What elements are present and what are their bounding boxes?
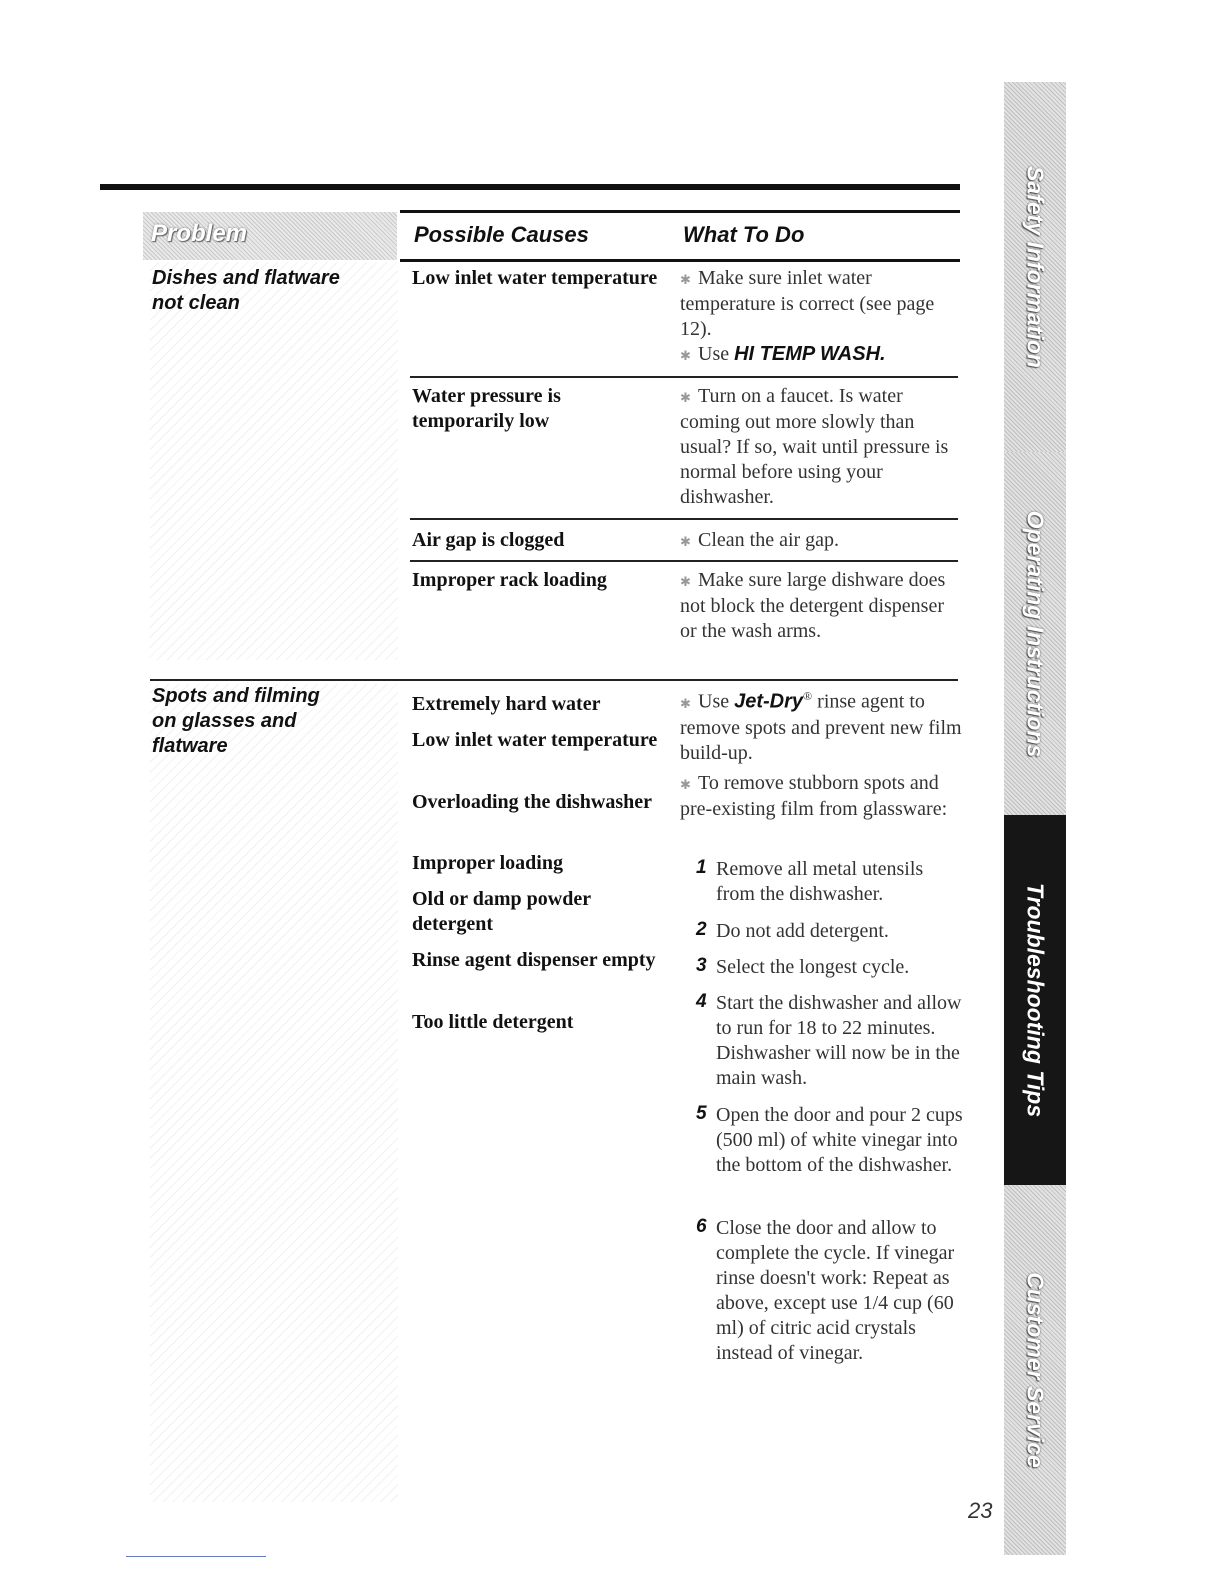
cause-overloading: Overloading the dishwasher	[412, 791, 653, 813]
section-divider	[150, 679, 958, 681]
row-divider	[410, 518, 958, 520]
todo-remove-stubborn-spots: ✱ To remove stubborn spots and pre-existing film from glassware:	[680, 772, 948, 820]
cause-too-little-detergent: Too little detergent	[412, 1011, 574, 1033]
bullet-icon: ✱	[680, 390, 691, 405]
step-4: 4 Start the dishwasher and allow to run for 18 to 22 minutes. Dishwasher will now be in the main wash.	[696, 991, 962, 1089]
step-5: 5 Open the door and pour 2 cups (500 ml) of white vinegar into the bottom of the dishwasher.	[696, 1103, 963, 1176]
top-rule	[100, 184, 960, 190]
causes-header: Possible Causes	[414, 222, 589, 247]
step-1: 1 Remove all metal utensils from the dishwasher.	[696, 857, 924, 905]
tab-customer-service[interactable]: Customer Service	[1004, 1185, 1066, 1555]
bullet-icon: ✱	[680, 695, 691, 711]
problem-header	[143, 212, 397, 260]
problem-label-spots: Spots and filming on glasses and flatware	[152, 685, 320, 757]
bullet-icon: ✱	[680, 777, 691, 792]
cause-low-inlet-temp: Low inlet water temperature	[412, 729, 658, 751]
step-3: 3 Select the longest cycle.	[696, 955, 910, 978]
header-top-rule	[400, 210, 960, 213]
cause-improper-loading: Improper loading	[412, 852, 563, 874]
step-2: 2 Do not add detergent.	[696, 919, 889, 942]
bullet-icon: ✱	[680, 348, 691, 363]
cause-old-detergent: Old or damp powder detergent	[412, 888, 591, 935]
bullet-icon: ✱	[680, 534, 691, 549]
cause-water-pressure-low: Water pressure is temporarily low	[412, 385, 561, 432]
row-divider	[410, 376, 958, 378]
bullet-icon: ✱	[680, 574, 691, 589]
todo-check-dishware: ✱ Make sure large dishware does not block the detergent dispenser or the wash arms.	[680, 569, 946, 642]
todo-clean-air-gap: ✱ Clean the air gap.	[680, 528, 965, 554]
step-6: 6 Close the door and allow to complete the cycle. If vinegar rinse doesn't work: Repeat as above, except use 1/4 cup (60 ml) of citric acid crystals instead of vinegar.	[696, 1216, 955, 1364]
tab-safety-information[interactable]: Safety Information	[1004, 82, 1066, 452]
problem-header-label: Problem	[151, 220, 248, 247]
bullet-icon: ✱	[680, 272, 691, 287]
row-divider	[410, 560, 958, 562]
problem-label-dishes: Dishes and flatware not clean	[152, 267, 340, 314]
cause-rinse-agent-empty: Rinse agent dispenser empty	[412, 949, 656, 971]
cause-air-gap-clogged: Air gap is clogged	[412, 529, 565, 551]
cause-improper-rack-loading: Improper rack loading	[412, 569, 607, 591]
cause-hard-water: Extremely hard water	[412, 693, 601, 715]
todo-turn-on-faucet: ✱ Turn on a faucet. Is water coming out more slowly than usual? If so, wait until pressure is normal before using your dishwasher.	[680, 385, 949, 508]
footer-line	[126, 1556, 266, 1557]
what-to-do-header: What To Do	[683, 222, 805, 247]
header-under-rule	[400, 259, 960, 262]
problem-cell-spots	[150, 684, 398, 1502]
todo-check-temperature: ✱ Make sure inlet water temperature is correct (see page 12). ✱ Use HI TEMP WASH.	[680, 266, 965, 368]
cause-low-inlet-water: Low inlet water temperature	[412, 267, 658, 289]
problem-cell-dishes	[150, 262, 398, 660]
tab-troubleshooting-tips[interactable]: Troubleshooting Tips	[1004, 815, 1066, 1185]
todo-use-rinse-agent: ✱ Use Jet-Dry® rinse agent to remove spots and prevent new film build-up.	[680, 689, 962, 764]
tab-operating-instructions[interactable]: Operating Instructions	[1004, 452, 1066, 815]
page-number: 23	[968, 1498, 993, 1523]
